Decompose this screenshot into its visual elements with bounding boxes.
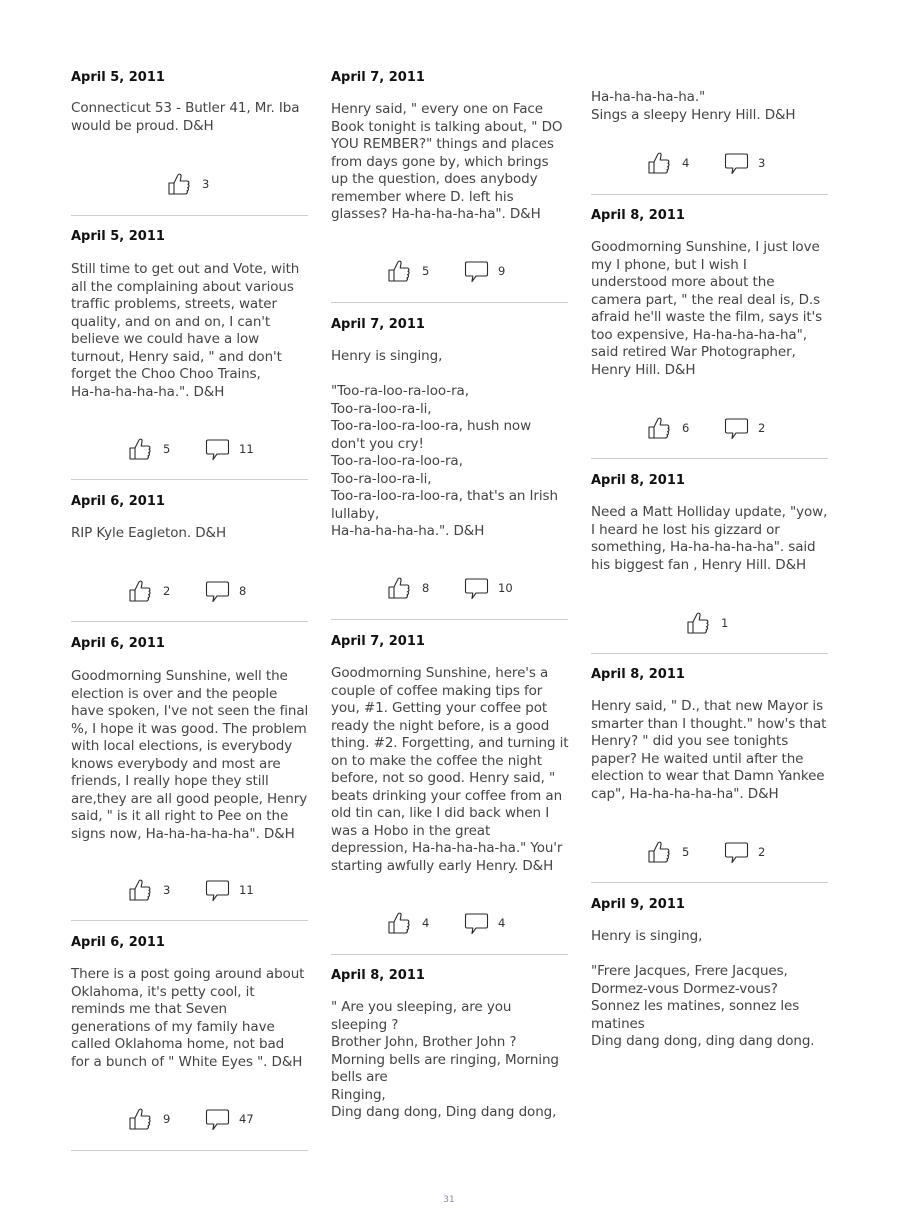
thumbs-up-icon (386, 575, 412, 601)
post-date: April 9, 2011 (591, 897, 685, 912)
comment-count: 11 (239, 442, 254, 456)
post-text: Still time to get out and Vote, with all the complaining about various traffic problems, streets, water quality, and on and on, I can't believe we could have a low turnout, Henry said, " and don't forget the Choo Choo Trains, Ha-ha-ha-ha-ha.". D&H (71, 261, 300, 400)
like-count: 1 (721, 616, 729, 630)
comment-count: 11 (239, 883, 254, 897)
comment-count: 9 (498, 264, 506, 278)
comment-count: 8 (239, 584, 247, 598)
page-number: 31 (443, 1195, 455, 1205)
like-count: 5 (682, 845, 690, 859)
post-date: April 7, 2011 (331, 70, 425, 85)
like-count: 2 (163, 584, 171, 598)
like-count: 5 (163, 442, 171, 456)
post-date: April 6, 2011 (71, 636, 165, 651)
post-divider (71, 621, 308, 622)
post-date: April 5, 2011 (71, 70, 165, 85)
comment-icon (205, 436, 231, 462)
comment-count: 3 (758, 156, 766, 170)
comment-icon (724, 150, 750, 176)
comment-count: 2 (758, 421, 766, 435)
comment-icon (205, 578, 231, 604)
comment-icon (464, 910, 490, 936)
post-divider (71, 215, 308, 216)
post-text: There is a post going around about Oklahoma, it's petty cool, it reminds me that Seven generations of my family have called Oklahoma home, not bad for a bunch of " White Eyes ". D&H (71, 966, 305, 1070)
post-date: April 8, 2011 (591, 208, 685, 223)
post-text: Goodmorning Sunshine, well the election is over and the people have spoken, I've not seen the final %, I hope it was good. The problem with local elections, is everybody knows everybody and most are friends, I really hope they still are,they are all good people, Henry said, " is it all right to Pee on the signs now, Ha-ha-ha-ha-ha". D&H (71, 668, 309, 842)
post-text: Need a Matt Holliday update, "yow, I heard he lost his gizzard or something, Ha-ha-ha-ha-ha". said his biggest fan , Henry Hill. D&H (591, 504, 828, 573)
comment-icon (464, 258, 490, 284)
post-text: Henry is singing, "Too-ra-loo-ra-loo-ra, Too-ra-loo-ra-li, Too-ra-loo-ra-loo-ra, hush now don't you cry! Too-ra-loo-ra-loo-ra, Too-ra-loo-ra-li, Too-ra-loo-ra-loo-ra, that's an Irish lullaby, Ha-ha-ha-ha-ha.". D&H (331, 348, 558, 539)
post-divider (71, 1150, 308, 1151)
thumbs-up-icon (646, 415, 672, 441)
thumbs-up-icon (386, 910, 412, 936)
post-date: April 8, 2011 (591, 667, 685, 682)
like-count: 3 (163, 883, 171, 897)
comment-icon (724, 839, 750, 865)
thumbs-up-icon (127, 877, 153, 903)
comment-icon (724, 415, 750, 441)
post-divider (591, 653, 828, 654)
post-date: April 6, 2011 (71, 935, 165, 950)
thumbs-up-icon (127, 1106, 153, 1132)
post-date: April 8, 2011 (331, 968, 425, 983)
post-divider (331, 954, 568, 955)
thumbs-up-icon (166, 171, 192, 197)
post-text: Goodmorning Sunshine, I just love my I phone, but I wish I understood more about the camera part, " the real deal is, D.s afraid he'll waste the film, says it's too expensive, Ha-ha-ha-ha-ha", said retired War Photographer, Henry Hill. D&H (591, 239, 823, 378)
comment-count: 4 (498, 916, 506, 930)
post-divider (71, 920, 308, 921)
like-count: 5 (422, 264, 430, 278)
like-count: 3 (202, 177, 210, 191)
post-text: RIP Kyle Eagleton. D&H (71, 525, 226, 541)
post-text: Goodmorning Sunshine, here's a couple of coffee making tips for you, #1. Getting your coffee pot ready the night before, is a good thing. #2. Forgetting, and turning it on to make the coffee the night before, not so good. Henry said, " beats drinking your coffee from an old tin can, like I did back when I was a Hobo in the great depression, Ha-ha-ha-ha-ha." You'r starting awfully early Henry. D&H (331, 665, 569, 874)
post-text: Henry said, " every one on Face Book tonight is talking about, " DO YOU REMBER?" things and places from days gone by, which brings up the question, does anybody remember where D. left his glasses? Ha-ha-ha-ha-ha". D&H (331, 101, 563, 222)
thumbs-up-icon (646, 150, 672, 176)
thumbs-up-icon (127, 436, 153, 462)
post-divider (331, 302, 568, 303)
thumbs-up-icon (685, 610, 711, 636)
like-count: 4 (682, 156, 690, 170)
post-text: " Are you sleeping, are you sleeping ? Brother John, Brother John ? Morning bells are ringing, Morning bells are Ringing, Ding dang dong, Ding dang dong, (331, 999, 559, 1120)
post-text: Connecticut 53 - Butler 41, Mr. Iba would be proud. D&H (71, 100, 300, 134)
like-count: 8 (422, 581, 430, 595)
post-divider (71, 479, 308, 480)
post-text: Ha-ha-ha-ha-ha." Sings a sleepy Henry Hill. D&H (591, 89, 796, 123)
comment-icon (464, 575, 490, 601)
comment-icon (205, 877, 231, 903)
post-date: April 5, 2011 (71, 229, 165, 244)
post-divider (591, 194, 828, 195)
post-text: Henry said, " D., that new Mayor is smarter than I thought." how's that Henry? " did you see tonights paper? He waited until after the election to wear that Damn Yankee cap", Ha-ha-ha-ha-ha". D&H (591, 698, 827, 802)
post-date: April 7, 2011 (331, 317, 425, 332)
like-count: 6 (682, 421, 690, 435)
like-count: 9 (163, 1112, 171, 1126)
post-text: Henry is singing, "Frere Jacques, Frere Jacques, Dormez-vous Dormez-vous? Sonnez les matines, sonnez les matines Ding dang dong, ding dang dong. (591, 928, 815, 1049)
thumbs-up-icon (127, 578, 153, 604)
post-date: April 8, 2011 (591, 473, 685, 488)
post-date: April 7, 2011 (331, 634, 425, 649)
comment-icon (205, 1106, 231, 1132)
post-divider (591, 458, 828, 459)
comment-count: 10 (498, 581, 513, 595)
post-divider (591, 882, 828, 883)
like-count: 4 (422, 916, 430, 930)
thumbs-up-icon (646, 839, 672, 865)
thumbs-up-icon (386, 258, 412, 284)
comment-count: 2 (758, 845, 766, 859)
post-date: April 6, 2011 (71, 494, 165, 509)
post-divider (331, 619, 568, 620)
comment-count: 47 (239, 1112, 254, 1126)
